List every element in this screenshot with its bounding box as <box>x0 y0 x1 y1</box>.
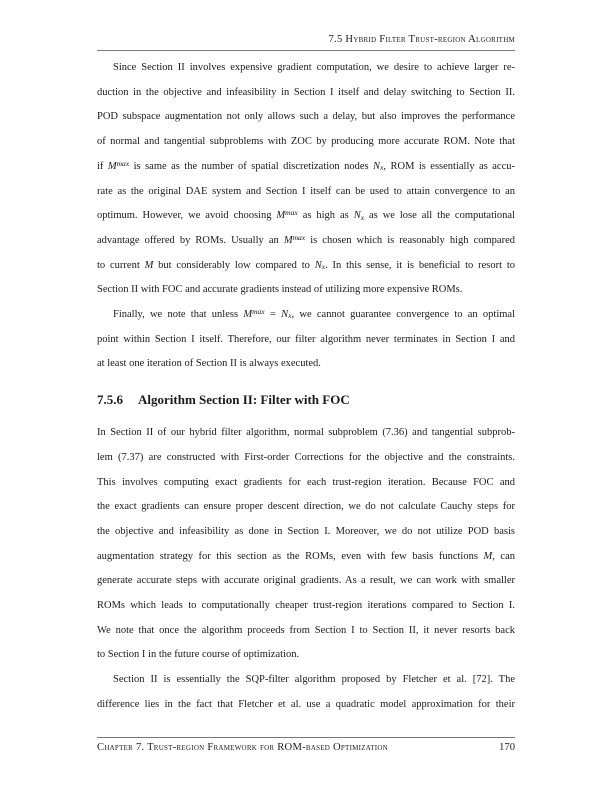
paragraph <box>97 56 515 303</box>
text-line: the objective and infeasibility as done in Section I. Moreover, we do not utilize POD basis <box>97 525 515 537</box>
text-line: lem (7.37) are constructed with First-order Corrections for the objective and the constraints. <box>97 451 515 463</box>
text-line: of normal and tangential subproblems with ZOC by producing more accurate ROM. Note that <box>97 136 515 148</box>
section-number: 7.5.6 <box>97 392 123 408</box>
text-line: Section II is essentially the SQP-filter algorithm proposed by Fletcher et al. [72]. The <box>113 674 515 686</box>
text-line: rate as the original DAE system and Section I itself can be used to attain convergence to an <box>97 185 515 197</box>
text-line: This involves computing exact gradients for each trust-region iteration. Because FOC and <box>97 476 515 488</box>
text-line: the exact gradients can ensure proper descent direction, we do not calculate Cauchy steps for <box>97 501 515 513</box>
paragraph <box>97 668 515 717</box>
text-line: Since Section II involves expensive gradient computation, we desire to achieve larger re- <box>113 62 515 73</box>
text-line: advantage offered by ROMs. Usually an $M^{max}$ is chosen which is reasonably high compared <box>97 233 515 246</box>
text-line: augmentation strategy for this section as the ROMs, even with few basis functions M, can <box>97 550 516 562</box>
running-footer-title: Chapter 7. Trust-region Framework for ROM-based Optimization <box>97 742 388 753</box>
text-line: Section II with FOC and accurate gradients instead of utilizing more expensive ROMs. <box>97 284 463 296</box>
text-line: POD subspace augmentation not only allows such a delay, but also improves the performance <box>97 111 515 123</box>
text-line: at least one iteration of Section II is always executed. <box>97 358 321 370</box>
text-line: to Section I in the future course of optimization. <box>97 649 300 661</box>
page-number: 170 <box>499 742 515 753</box>
header-rule <box>97 50 515 51</box>
text-line: difference lies in the fact that Fletcher et al. use a quadratic model approximation for their <box>97 698 515 710</box>
footer-rule <box>97 737 515 738</box>
text-line: In Section II of our hybrid filter algorithm, normal subproblem (7.36) and tangential subprob- <box>97 427 515 439</box>
text-line: point within Section I itself. Therefore, our filter algorithm never terminates in Section I and <box>97 333 515 345</box>
text-line: ROMs which leads to computationally cheaper trust-region iterations compared to Section I. <box>97 600 515 612</box>
text-line: duction in the objective and infeasibility in Section I itself and delay switching to Section II. <box>97 86 515 98</box>
text-line: We note that once the algorithm proceeds from Section I to Section II, it never resorts back <box>97 624 515 636</box>
paragraph <box>97 303 515 377</box>
page-footer <box>97 740 515 755</box>
page-body <box>97 56 515 718</box>
text-line: Finally, we note that unless $M^{max} = N_x$, we cannot guarantee convergence to an optimal <box>113 307 515 321</box>
text-line: generate accurate steps with accurate original gradients. As a result, we can work with smaller <box>97 575 515 587</box>
text-line: to current M but considerably low compared to $N_x$. In this sense, it is beneficial to resort to <box>97 259 515 271</box>
paragraph <box>97 421 515 668</box>
text-line: optimum. However, we avoid choosing $M^{max}$ as high as $N_x$ as we lose all the computational <box>97 208 515 222</box>
section-title: Algorithm Section II: Filter with FOC <box>138 392 350 408</box>
running-header-title: 7.5 Hybrid Filter Trust-region Algorithm <box>328 34 515 45</box>
text-line: if $M^{max}$ is same as the number of spatial discretization nodes $N_x$, ROM is essentially as accu- <box>97 158 515 173</box>
section-heading <box>97 391 515 408</box>
